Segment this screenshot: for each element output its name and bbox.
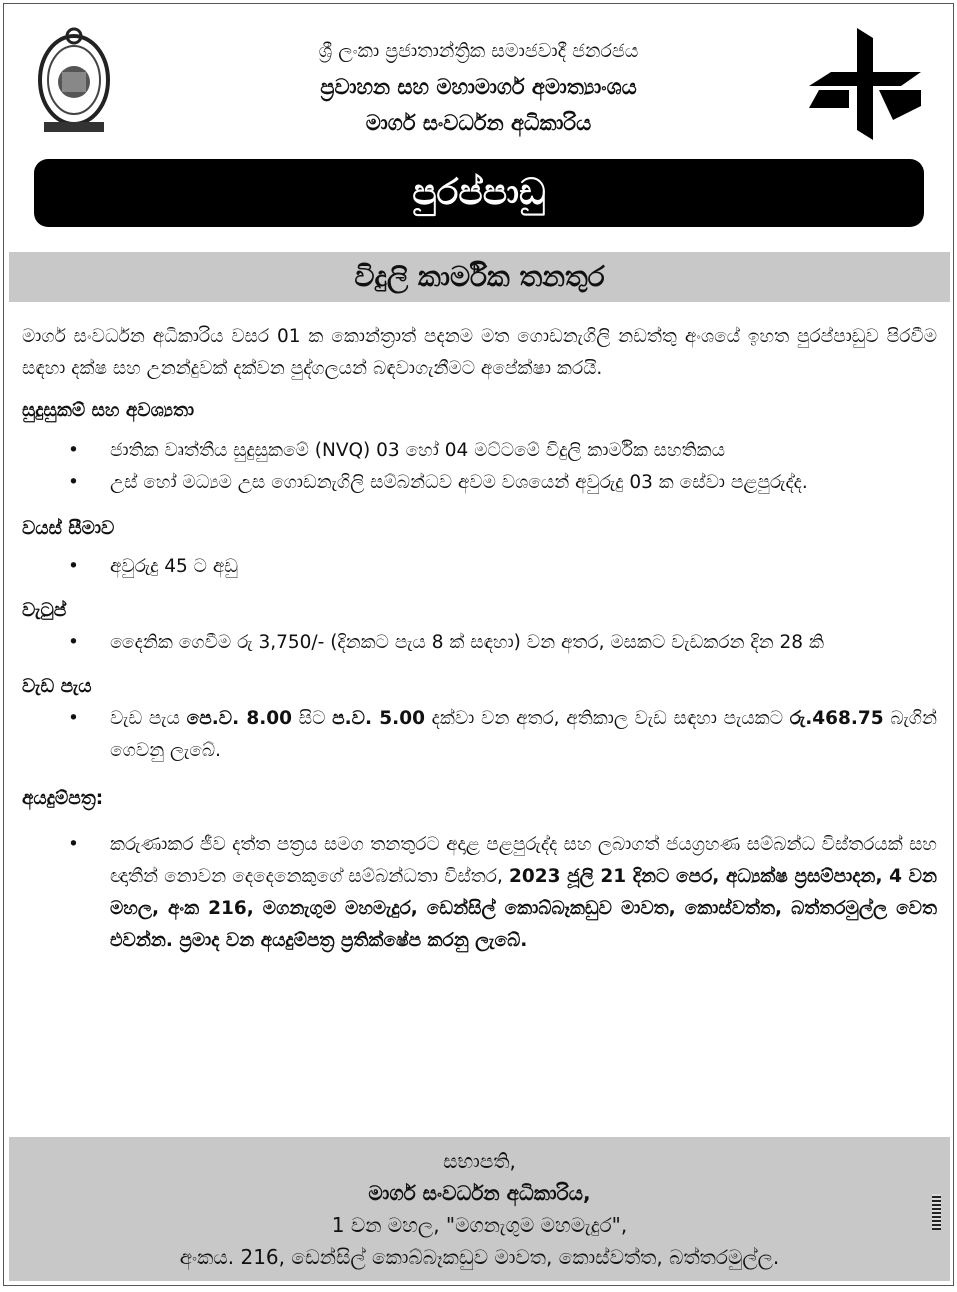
rda-logo-icon xyxy=(809,28,921,140)
notice-body xyxy=(22,321,937,957)
qualifications-heading: සුදුසුකම් සහ අවශ්‍යතා xyxy=(22,400,195,421)
hours-heading: වැඩ පැය xyxy=(22,676,92,697)
applications-list xyxy=(22,829,937,957)
ministry-name: ප්‍රවාහන සහ මහාමාර්ග අමාත්‍යාංශය xyxy=(320,75,637,99)
list-item: • උස් හෝ මධ්‍යම උස ගොඩනැගිලි සම්බන්ධව අවම වශයෙන් අවුරුදු 03 ක සේවා පළපුරුද්ද. xyxy=(68,472,808,493)
list-item: • වැඩ පැය පෙ.ව. 8.00 සිට ප.ව. 5.00 දක්වා වන අතර, අතිකාල වැඩ සඳහා පැයකට රු.468.75 බැගින් ගෙවනු ලැබේ. xyxy=(68,708,937,761)
qualifications-list xyxy=(22,435,937,499)
header xyxy=(4,4,953,244)
list-item: • දෛනික ගෙවීම රු 3,750/- (දිනකට පැය 8 ක් සඳහා) වන අතර, මසකට වැඩකරන දින 28 කි xyxy=(68,632,824,653)
signatory-organization: මාර්ග සංවර්ධන අධිකාරිය, xyxy=(368,1181,591,1205)
authority-name: මාර්ග සංවර්ධන අධිකාරිය xyxy=(365,111,592,135)
barcode-icon xyxy=(932,1194,941,1230)
republic-name: ශ්‍රී ලංකා ප්‍රජාතාන්ත්‍රික සමාජවාදී ජනරජය xyxy=(318,40,639,62)
salary-heading: වැටුප් xyxy=(22,600,67,621)
intro-paragraph: මාර්ග සංවර්ධන අධිකාරිය වසර 01 ක කොන්ත්‍රාත් පදනම මත ගොඩනැගිලි නඩත්තු අංශයේ ඉහත පුරප්පාඩුව පිරවීම සඳහා දක්ෂ සහ උනන්දුවක් දක්වන පුද්ගලයන් බඳවාගැනීමට අපේක්ෂා කරයි. xyxy=(22,326,937,379)
address-line-1: 1 වන මහල, "මගනැගුම මහමැදුර", xyxy=(331,1213,628,1237)
list-item: • ජාතික වෘත්තීය සුදුසුකමේ (NVQ) 03 හෝ 04 මට්ටමේ විදුලි කාර්මික සහතිකය xyxy=(68,440,726,461)
list-item: • කරුණාකර ජීව දත්ත පත්‍රය සමග තනතුරට අදාළ පළපුරුද්ද සහ ලබාගත් ජයග්‍රහණ සම්බන්ධ විස්තරයක් සහ ඥාතීන් නොවන දෙදෙනෙකුගේ සම්බන්ධතා විස්තර, 2023 ජූලි 21 දිනට පෙර, අධ්‍යක්ෂ ප්‍රසම්පාදන, 4 වන මහල, අංක 216, මගනැගුම මහමැදුර, ඩෙන්සිල් කොබ්බෑකඩුව මාවත, කොස්වත්ත, බත්තරමුල්ල වෙත එවන්න. ප්‍රමාද වන අයදුම්පත්‍ර ප්‍රතික්ෂේප කරනු ලැබේ. xyxy=(68,834,937,951)
signature-block xyxy=(9,1137,950,1281)
issuer-heading xyxy=(154,34,803,140)
age-heading: වයස් සීමාව xyxy=(22,518,115,539)
post-title: විදුලි කාර්මික තනතුර xyxy=(9,252,950,302)
national-emblem-icon xyxy=(34,22,114,140)
list-item: • අවුරුදු 45 ට අඩු xyxy=(68,556,238,577)
age-list xyxy=(22,551,937,583)
signatory-title: සභාපති, xyxy=(443,1149,516,1173)
vacancy-notice xyxy=(3,3,954,1286)
address-line-2: අංකය. 216, ඩෙන්සිල් කොබ්බෑකඩුව මාවත, කොස්වත්ත, බත්තරමුල්ල. xyxy=(179,1245,780,1269)
salary-list xyxy=(22,627,937,659)
vacancies-banner: පුරප්පාඩු xyxy=(34,159,924,227)
applications-heading: අයදුම්පත්‍ර: xyxy=(22,788,104,809)
hours-list xyxy=(22,703,937,767)
